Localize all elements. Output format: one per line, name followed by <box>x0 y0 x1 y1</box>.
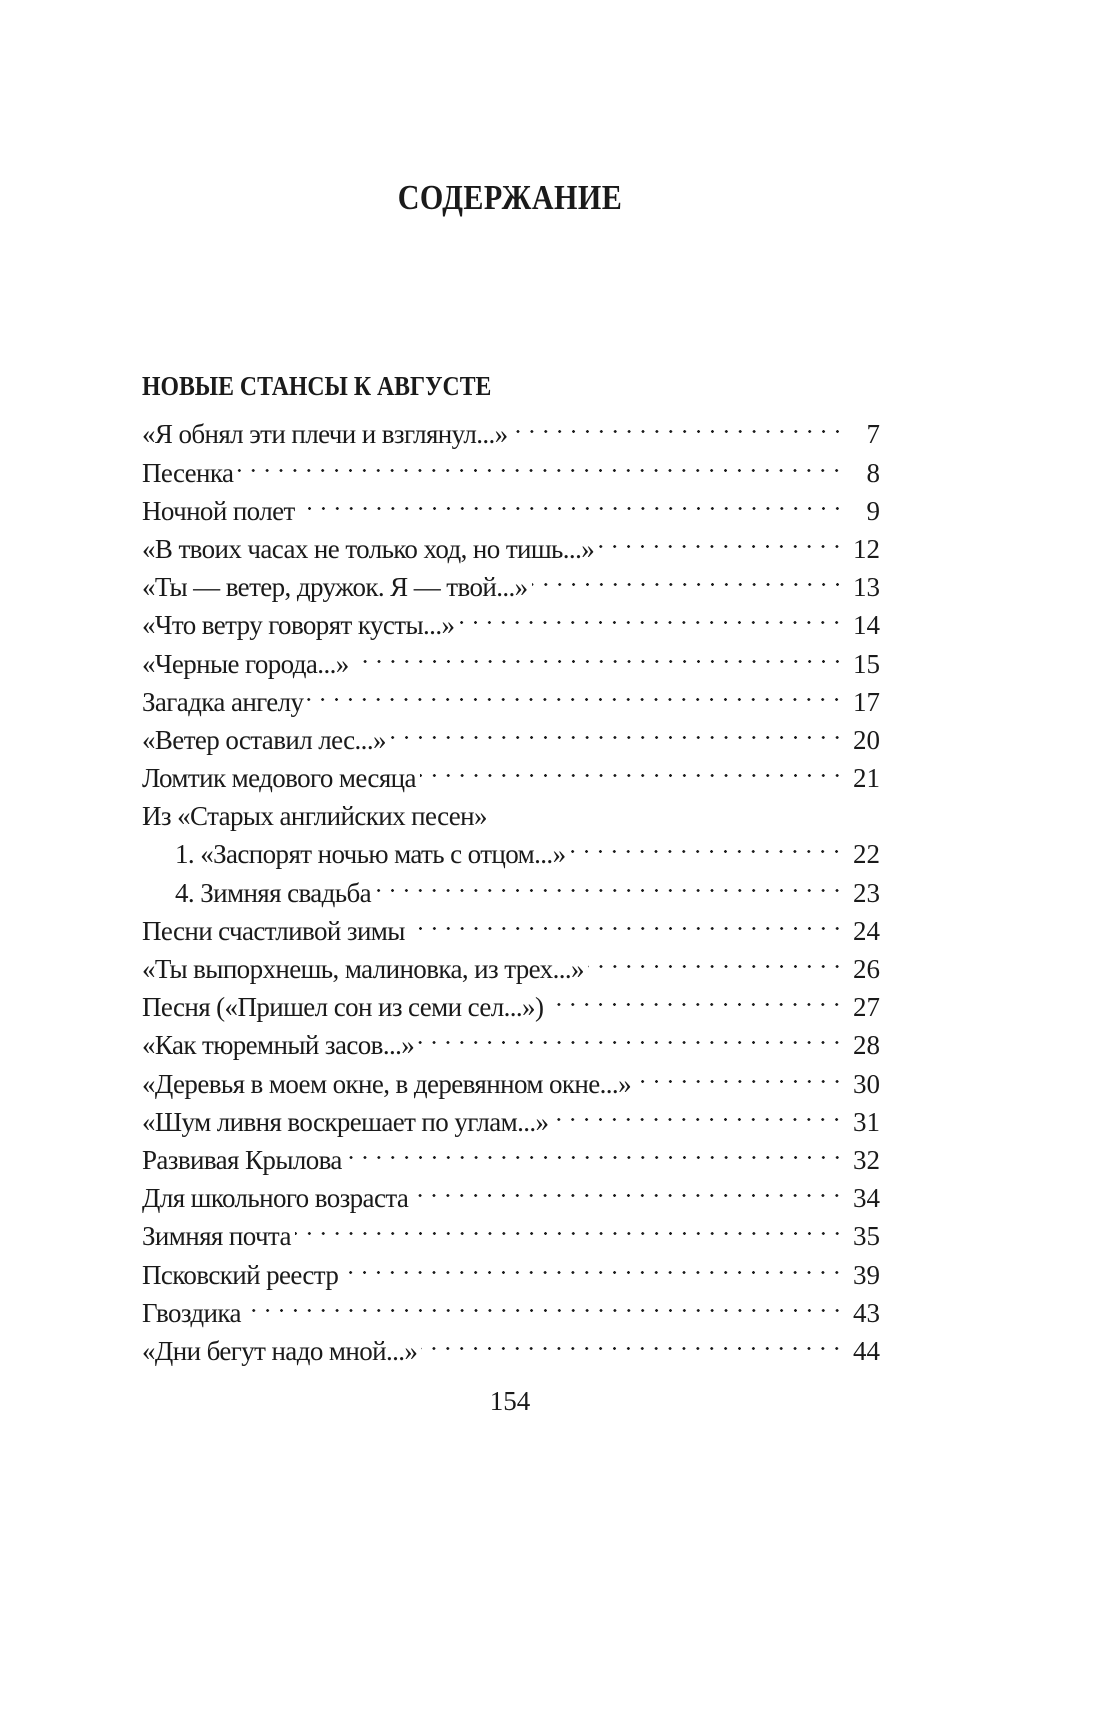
toc-entry-title: «В твоих часах не только ход, но тишь...» <box>142 533 595 564</box>
dot-leader <box>353 634 844 672</box>
dot-leader <box>307 673 844 711</box>
toc-entry-page: 15 <box>853 648 880 679</box>
page-number: 154 <box>489 1386 531 1416</box>
dot-leader <box>412 1169 844 1207</box>
toc-entry <box>142 443 880 488</box>
toc-entry-page: 34 <box>853 1183 880 1214</box>
toc-entry-title: Для школьного возраста <box>142 1183 409 1214</box>
toc-entry-title: «Дни бегут надо мной...» <box>142 1335 418 1366</box>
toc-entry <box>142 482 880 526</box>
toc-entry-title: Ломтик медового месяца <box>142 763 416 794</box>
toc-entry-page: 39 <box>853 1259 880 1290</box>
toc-entry-title: Псковский реестр <box>142 1259 339 1290</box>
toc-entry-page: 13 <box>853 572 880 603</box>
toc-entry-title: 4. Зимняя свадьба <box>175 877 372 908</box>
toc-entry-page: 44 <box>853 1335 880 1366</box>
toc-entry-title: Песенка <box>142 457 234 488</box>
toc-entry-title: «Я обнял эти плечи и взглянул...» <box>142 419 508 450</box>
dot-leader <box>512 405 844 443</box>
dot-leader <box>390 711 844 749</box>
section-heading: НОВЫЕ СТАНСЫ К АВГУСТЕ <box>142 371 492 401</box>
dot-leader <box>342 1245 844 1283</box>
toc-entry-title: «Как тюремный засов...» <box>142 1030 415 1061</box>
dot-leader <box>299 482 844 520</box>
page-title: СОДЕРЖАНИЕ <box>397 178 623 217</box>
toc-entry-page: 22 <box>853 839 880 870</box>
toc-entry-title: Из «Старых английских песен» <box>142 801 487 832</box>
toc-entry-title: Гвоздика <box>142 1297 241 1328</box>
toc-entry-page: 20 <box>853 724 880 755</box>
dot-leader <box>245 1284 844 1322</box>
toc-entry-page: 9 <box>866 495 880 526</box>
toc-entry-title: Развивая Крылова <box>142 1144 342 1175</box>
toc-entry-title: Зимняя почта <box>142 1221 291 1252</box>
dot-leader <box>409 902 844 940</box>
dot-leader <box>346 1131 844 1169</box>
dot-leader <box>588 940 844 978</box>
toc-entry-page: 35 <box>853 1221 880 1252</box>
toc-entry <box>142 1322 880 1366</box>
toc-entry-title: «Деревья в моем окне, в деревянном окне...» <box>142 1068 631 1099</box>
dot-leader <box>532 558 844 596</box>
toc-entry <box>142 1284 880 1328</box>
toc-entry <box>142 405 880 450</box>
dot-leader <box>375 863 844 901</box>
toc-entry-title: «Черные города...» <box>142 648 349 679</box>
dot-leader <box>421 1322 844 1360</box>
dot-leader <box>547 978 844 1016</box>
toc-entry-title: Загадка ангелу <box>142 686 304 717</box>
toc-entry-title: «Что ветру говорят кусты...» <box>142 610 455 641</box>
toc-entry-page: 28 <box>853 1030 880 1061</box>
dot-leader <box>237 443 844 481</box>
toc-entry-page: 14 <box>853 610 880 641</box>
dot-leader <box>569 825 844 863</box>
toc-entry-title: «Ты — ветер, дружок. Я — твой...» <box>142 572 528 603</box>
toc-entry-title: «Ты выпорхнешь, малиновка, из трех...» <box>142 954 584 984</box>
dot-leader <box>635 1054 844 1092</box>
toc-entry-page: 12 <box>853 533 880 564</box>
toc-entry-title: «Ветер оставил лес...» <box>142 724 386 755</box>
toc-entry-title: Песни счастливой зимы <box>142 915 405 946</box>
dot-leader <box>295 1207 844 1245</box>
dot-leader <box>418 1016 844 1054</box>
toc-entry-page: 43 <box>853 1297 880 1328</box>
toc-entry-title: 1. «Заспорят ночью мать с отцом...» <box>175 839 566 870</box>
toc-entry-title: Песня («Пришел сон из семи сел...») <box>142 992 544 1023</box>
toc-entry-page: 32 <box>853 1144 880 1175</box>
toc-entry-page: 8 <box>866 457 880 488</box>
dot-leader <box>420 749 844 787</box>
dot-leader <box>552 1093 844 1131</box>
toc-entry-title: Ночной полет <box>142 495 295 526</box>
toc-entry-page: 31 <box>853 1106 880 1137</box>
toc-entry-page: 23 <box>853 877 880 908</box>
toc-entry-page: 27 <box>853 992 880 1023</box>
toc-entry-page: 21 <box>853 763 880 794</box>
toc-entry-page: 30 <box>853 1068 880 1099</box>
toc-entry-page: 7 <box>866 419 880 450</box>
dot-leader <box>458 596 844 634</box>
toc-entry-page: 26 <box>853 954 880 984</box>
table-of-contents <box>142 367 880 1366</box>
toc-entry-title: «Шум ливня воскрешает по углам...» <box>142 1106 549 1137</box>
toc-entry-page: 17 <box>853 686 880 717</box>
toc-entry-page: 24 <box>853 915 880 946</box>
dot-leader <box>598 520 844 558</box>
